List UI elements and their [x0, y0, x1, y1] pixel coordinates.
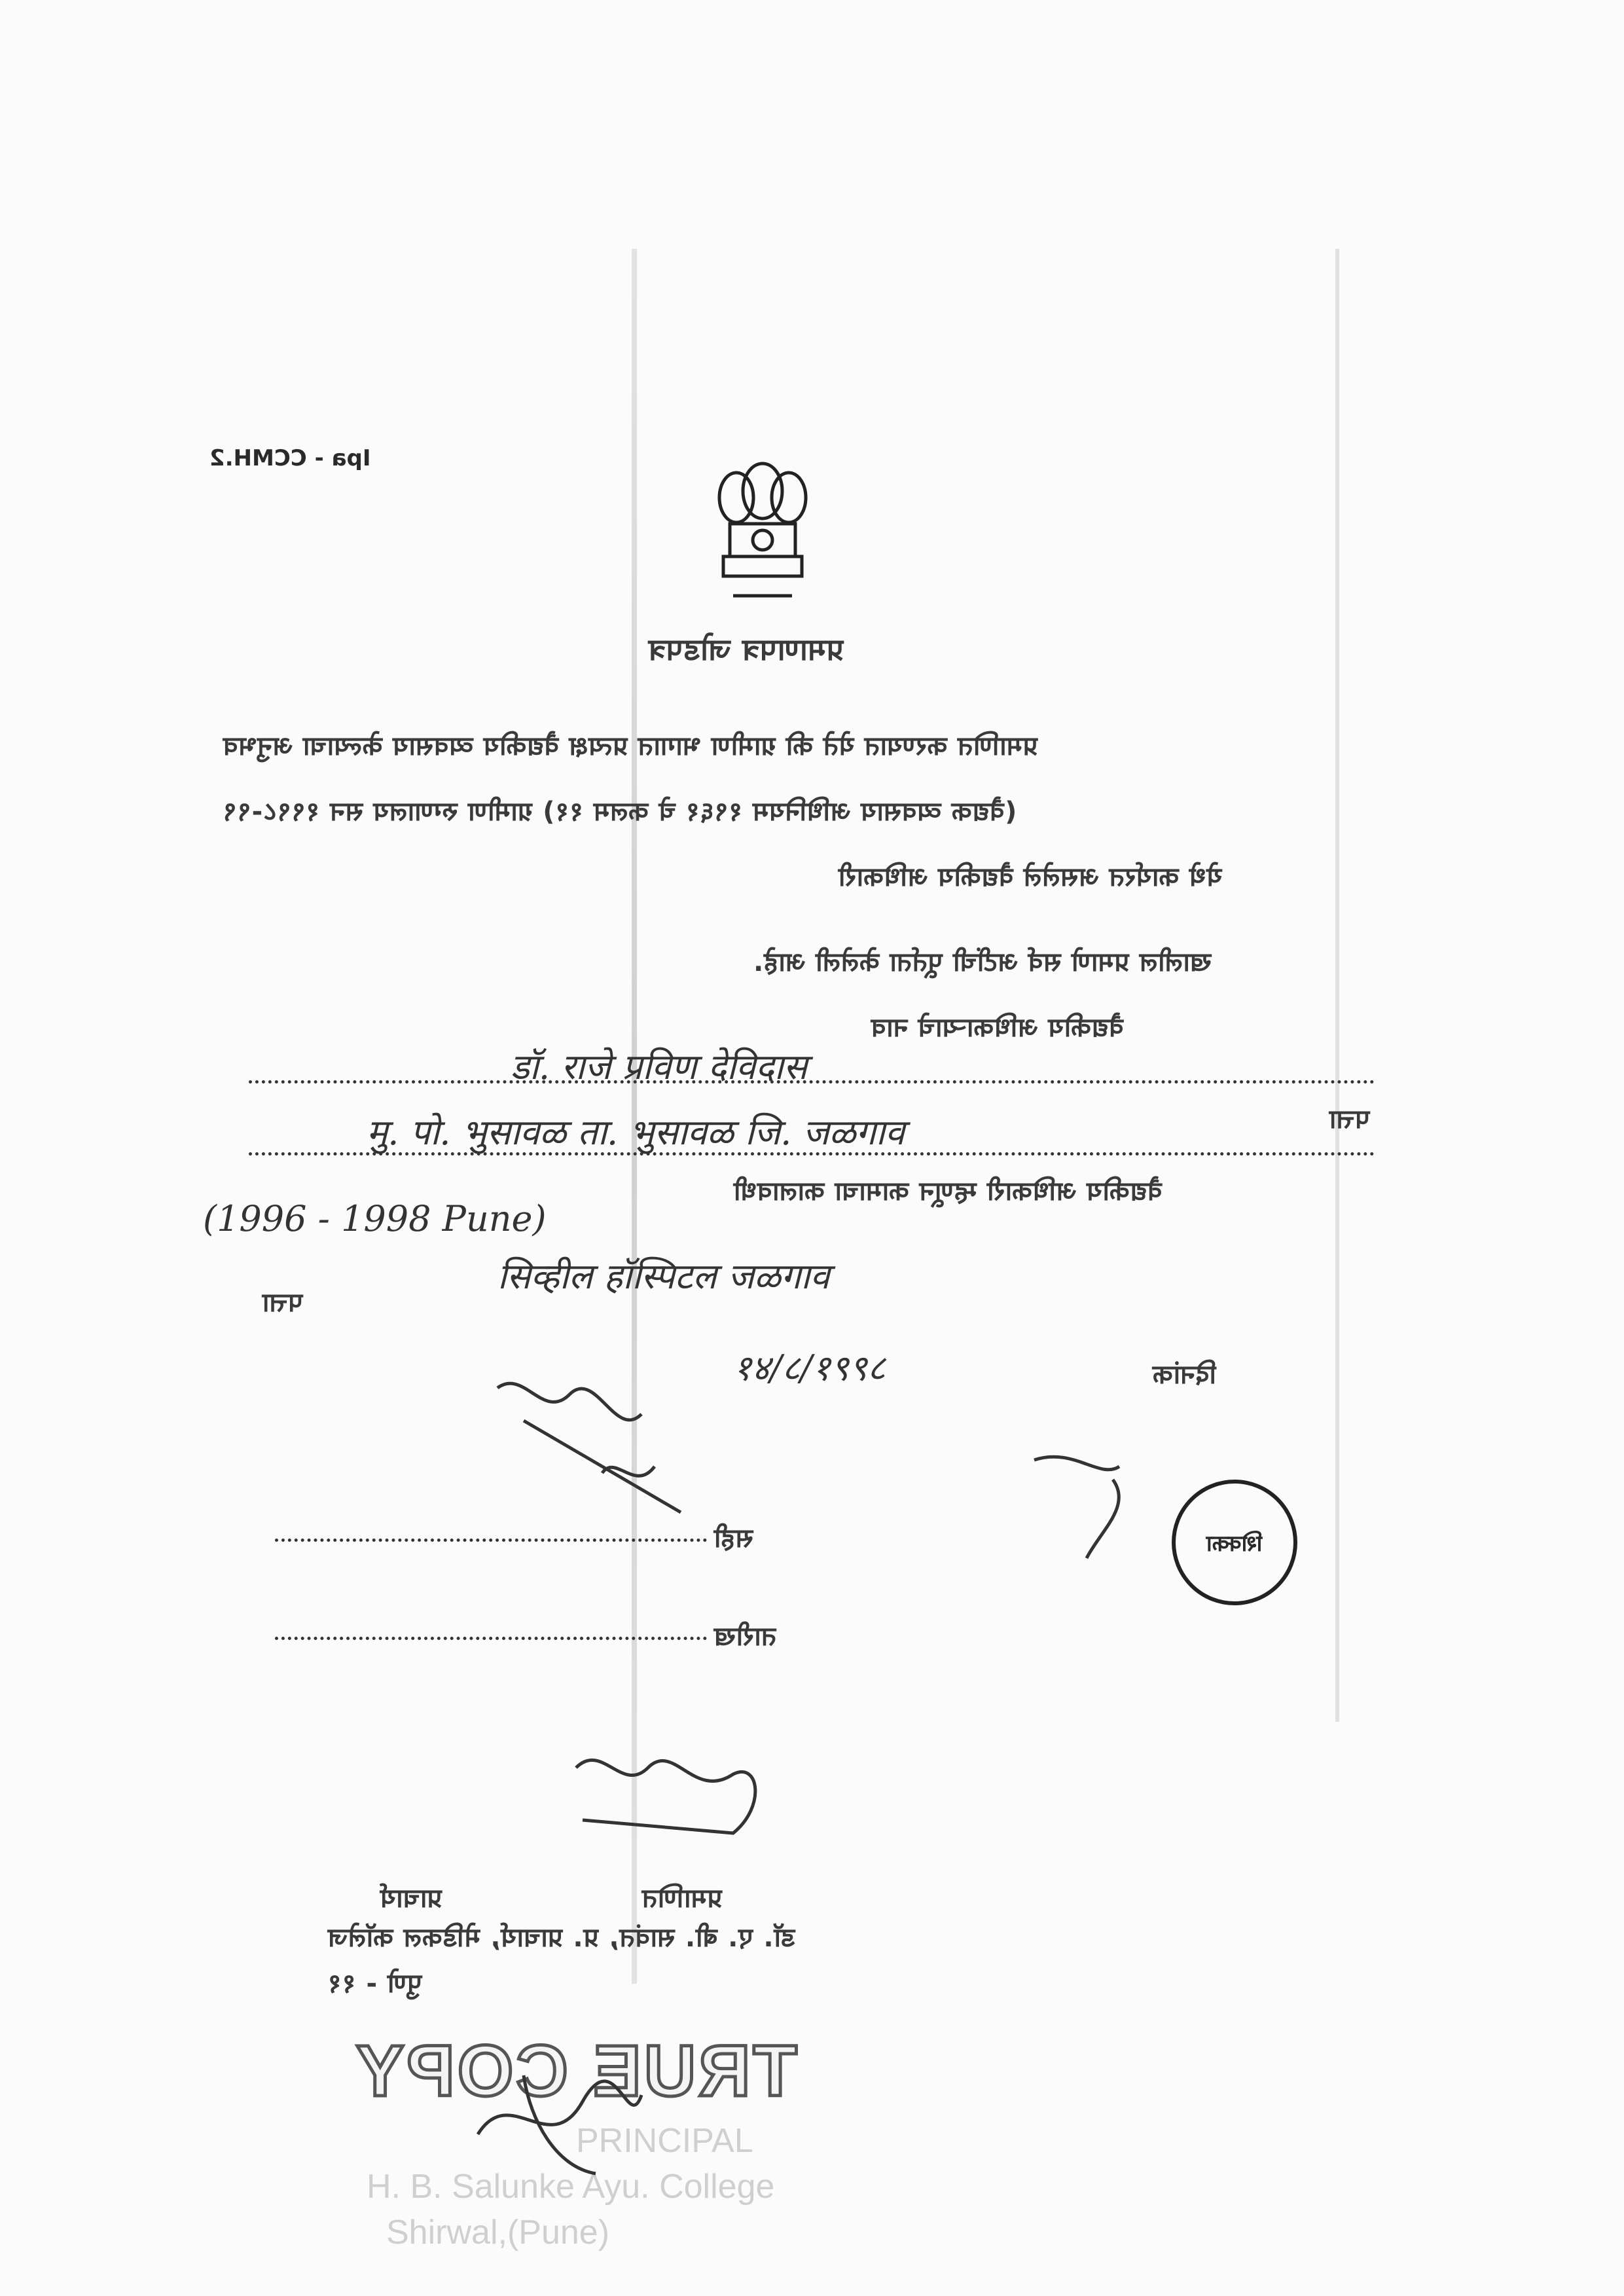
sign-label: सही [713, 1523, 753, 1554]
sign-line [275, 1539, 707, 1542]
page-title: प्रमाणपत्र जोडपत्र [648, 632, 844, 667]
principal-signature [563, 1728, 779, 1859]
field-line-name [249, 1080, 1375, 1084]
body-line-1: प्रमाणित करण्यात येते की ग्रामीण भागात प्रत्यक्ष वैद्यकीय व्यवसाय केल्याचा अनुभव [223, 731, 1038, 761]
field-value-address: मु. पो. भुसावळ ता. भुसावळ जि. जळगाव [367, 1112, 905, 1153]
field-label-workplace: पत्ता [262, 1288, 303, 1318]
field-value-workplace: सिव्हील हॉस्पिटल जळगाव [497, 1256, 830, 1297]
field-label-address: पत्ता [1329, 1104, 1370, 1135]
scan-edge-right [1335, 249, 1339, 1722]
stamp-college: H. B. Salunke Ayu. College [367, 2168, 775, 2206]
stamp-role: PRINCIPAL [576, 2122, 753, 2160]
field-label-date: दिनांक [1152, 1360, 1216, 1390]
field-label-period: वैद्यकीय अधिकारी म्हणून कामाचा कालावधी [733, 1176, 1163, 1207]
field-value-date: १४/८/१९९८ [733, 1347, 886, 1389]
national-emblem [707, 445, 818, 615]
stamp-place: Shirwal,(Pune) [386, 2214, 610, 2251]
bottom-label-left: प्राचार्य [380, 1884, 442, 1914]
signature-second [1021, 1440, 1165, 1571]
body-line-4: खालील प्रमाणे सर्व अटींची पूर्तता केलेली आहे. [753, 947, 1212, 977]
date-line [275, 1637, 707, 1640]
bottom-line-2: पुणे - ११ [327, 1969, 422, 1999]
field-value-period: (1996 - 1998 Pune) [203, 1198, 547, 1239]
bottom-label-right: प्रमाणित [641, 1884, 723, 1914]
seal: शिक्का [1172, 1480, 1297, 1605]
field-label-name: वैद्यकीय अधिकाऱ्याचे नाव [871, 1013, 1124, 1043]
date-label: तारीख [713, 1622, 776, 1652]
reference-number: Ipa - CCMH.2 [209, 445, 371, 471]
bottom-line-1: डॉ. ए. बी. सावंत, प्र. प्राचार्य, मेडिकल कॉलेज [327, 1923, 795, 1953]
body-line-3: येथे कार्यरत असलेले वैद्यकीय अधिकारी [838, 862, 1222, 892]
body-line-2: (वैद्यक व्यवसाय अधिनियम १९६१ चे कलम ११) ग्रामीण रुग्णालय सन १९९८-९९ [223, 797, 1017, 827]
true-copy-stamp: TRUE COPY [353, 2031, 797, 2111]
field-value-name: डॉ. राजे प्रविण देविदास [511, 1046, 808, 1087]
signature [484, 1362, 720, 1519]
stamp-signature [458, 2056, 655, 2187]
